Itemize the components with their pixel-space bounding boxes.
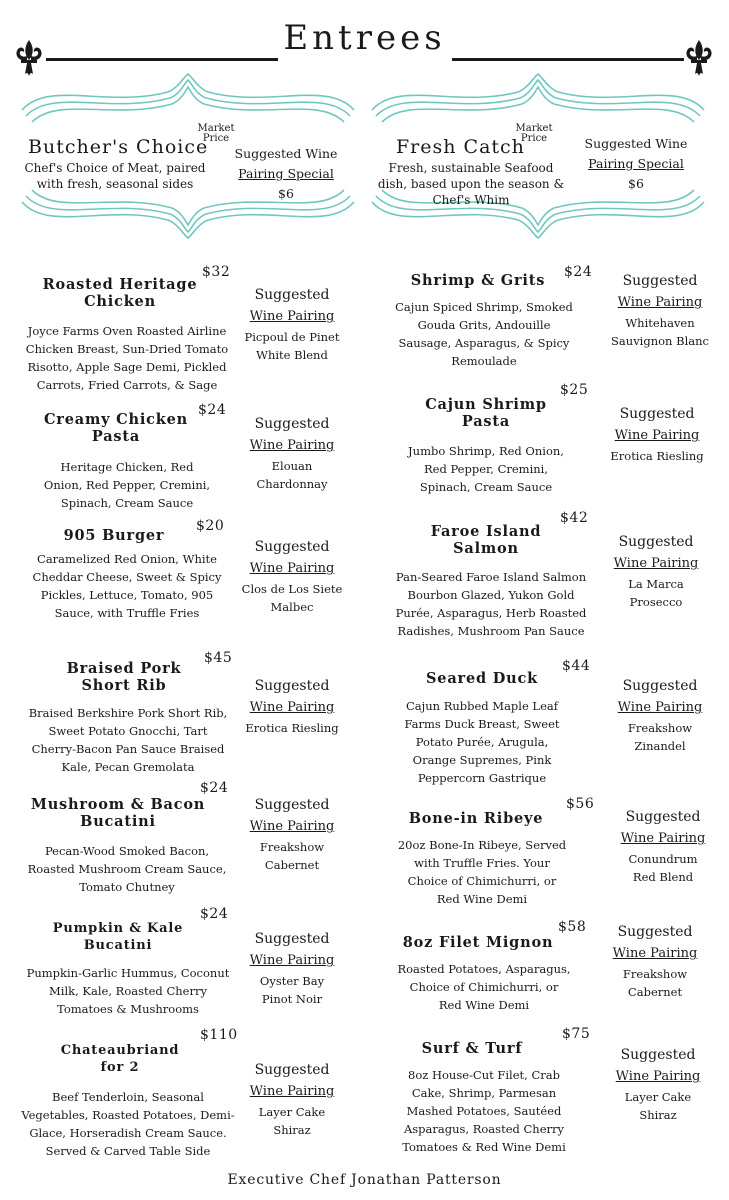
wine-pairing: Suggested Wine Pairing La Marca Prosecco xyxy=(613,534,699,609)
item-description: Jumbo Shrimp, Red Onion, Red Pepper, Cremini, Spinach, Cream Sauce xyxy=(408,444,564,494)
item-price: $20 xyxy=(196,518,225,534)
item-price: $58 xyxy=(558,919,587,935)
wine-pairing: Suggested Wine Pairing Conundrum Red Blend xyxy=(620,809,706,884)
wine-pairing: Suggested Wine Pairing Freakshow Cabernet xyxy=(612,924,698,999)
item-price: $24 xyxy=(200,906,229,922)
item-price: $44 xyxy=(562,658,591,674)
item-name: Cajun Shrimp Pasta xyxy=(425,396,547,430)
footer-chef-credit: Executive Chef Jonathan Patterson xyxy=(227,1172,502,1188)
special-name: Butcher's Choice xyxy=(28,136,209,158)
item-description: Cajun Rubbed Maple Leaf Farms Duck Breast, Sweet Potato Purée, Arugula, Orange Supremes, Pink Peppercorn Gastrique xyxy=(404,699,560,785)
special-description: Chef's Choice of Meat, paired with fresh, seasonal sides xyxy=(24,161,206,191)
item-price: $24 xyxy=(200,780,229,796)
wine-pairing: Suggested Wine Pairing Elouan Chardonnay xyxy=(249,416,335,491)
item-description: Joyce Farms Oven Roasted Airline Chicken Breast, Sun-Dried Tomato Risotto, Apple Sage Demi, Pickled Carrots, Fried Carrots, & Sage xyxy=(25,324,229,392)
item-price: $32 xyxy=(202,264,231,280)
item-name: Roasted Heritage Chicken xyxy=(42,276,198,310)
wine-pairing: Suggested Wine Pairing Oyster Bay Pinot Noir xyxy=(249,931,335,1006)
item-name: Braised Pork Short Rib xyxy=(66,660,182,694)
wine-pairing: Suggested Wine Pairing Whitehaven Sauvignon Blanc xyxy=(611,273,709,348)
wine-pairing: Suggested Wine Pairing Layer Cake Shiraz xyxy=(249,1062,335,1137)
item-description: Cajun Spiced Shrimp, Smoked Gouda Grits, Andouille Sausage, Asparagus, & Spicy Remoulade xyxy=(395,300,573,368)
item-description: Heritage Chicken, Red Onion, Red Pepper, Cremini, Spinach, Cream Sauce xyxy=(43,460,211,510)
wine-pairing: Suggested Wine Pairing Freakshow Cabernet xyxy=(249,797,335,872)
special-description: Fresh, sustainable Seafood dish, based upon the season & Chef's Whim xyxy=(377,161,565,207)
item-name: 8oz Filet Mignon xyxy=(402,934,554,951)
wine-pairing: Suggested Wine Pairing Clos de Los Siete Malbec xyxy=(241,539,343,614)
item-name: Surf & Turf xyxy=(421,1040,523,1057)
item-price: $24 xyxy=(198,402,227,418)
wine-pairing: Suggested Wine Pairing Erotica Riesling xyxy=(610,406,704,463)
item-price: $110 xyxy=(200,1027,238,1043)
item-description: Pumpkin-Garlic Hummus, Coconut Milk, Kale, Roasted Cherry Tomatoes & Mushrooms xyxy=(26,966,230,1016)
item-price: $75 xyxy=(562,1026,591,1042)
title-rule-left xyxy=(46,58,278,61)
item-description: Caramelized Red Onion, White Cheddar Cheese, Sweet & Spicy Pickles, Lettuce, Tomato, 905 Sauce, with Truffle Fries xyxy=(32,552,222,620)
item-price: $25 xyxy=(560,382,589,398)
item-name: Shrimp & Grits xyxy=(410,272,546,289)
wine-pairing-special: Suggested Wine Pairing Special $6 xyxy=(584,136,688,191)
market-price: Market Price xyxy=(197,123,235,144)
item-name: Creamy Chicken Pasta xyxy=(43,411,189,445)
item-price: $42 xyxy=(560,510,589,526)
item-description: Roasted Potatoes, Asparagus, Choice of Chimichurri, or Red Wine Demi xyxy=(397,962,571,1012)
wine-pairing: Suggested Wine Pairing Picpoul de Pinet White Blend xyxy=(244,287,340,362)
page-title: Entrees xyxy=(283,18,446,58)
item-price: $24 xyxy=(564,264,593,280)
item-description: Pecan-Wood Smoked Bacon, Roasted Mushroom Cream Sauce, Tomato Chutney xyxy=(27,844,227,894)
item-price: $56 xyxy=(566,796,595,812)
item-name: Mushroom & Bacon Bucatini xyxy=(30,796,206,830)
special-fresh-catch xyxy=(368,70,708,242)
item-name: Bone-in Ribeye xyxy=(408,810,544,827)
wine-pairing: Suggested Wine Pairing Freakshow Zinandel xyxy=(617,678,703,753)
item-description: Braised Berkshire Pork Short Rib, Sweet Potato Gnocchi, Tart Cherry-Bacon Pan Sauce Braised Kale, Pecan Gremolata xyxy=(28,706,228,774)
item-description: Pan-Seared Faroe Island Salmon Bourbon Glazed, Yukon Gold Purée, Asparagus, Herb Roasted Radishes, Mushroom Pan Sauce xyxy=(395,570,587,638)
item-description: 8oz House-Cut Filet, Crab Cake, Shrimp, Parmesan Mashed Potatoes, Sautéed Asparagus, Roasted Cherry Tomatoes & Red Wine Demi xyxy=(402,1068,566,1154)
market-price: Market Price xyxy=(515,123,553,144)
wine-pairing-special: Suggested Wine Pairing Special $6 xyxy=(234,146,338,201)
special-butchers-choice xyxy=(18,70,358,242)
title-rule-right xyxy=(452,58,684,61)
wine-pairing: Suggested Wine Pairing Layer Cake Shiraz xyxy=(615,1047,701,1122)
item-price: $45 xyxy=(204,650,233,666)
item-name: Faroe Island Salmon xyxy=(430,523,542,557)
item-name: Pumpkin & Kale Bucatini xyxy=(52,921,184,953)
wine-pairing: Suggested Wine Pairing Erotica Riesling xyxy=(245,678,339,735)
item-name: Seared Duck xyxy=(426,670,538,687)
item-name: Chateaubriand for 2 xyxy=(60,1043,180,1075)
item-description: Beef Tenderloin, Seasonal Vegetables, Roasted Potatoes, Demi- Glace, Horseradish Cream Sauce. Served & Carved Table Side xyxy=(21,1090,235,1158)
special-name: Fresh Catch xyxy=(396,136,525,158)
item-name: 905 Burger xyxy=(63,527,165,544)
item-description: 20oz Bone-In Ribeye, Served with Truffle Fries. Your Choice of Chimichurri, or Red Wine Demi xyxy=(397,838,567,906)
